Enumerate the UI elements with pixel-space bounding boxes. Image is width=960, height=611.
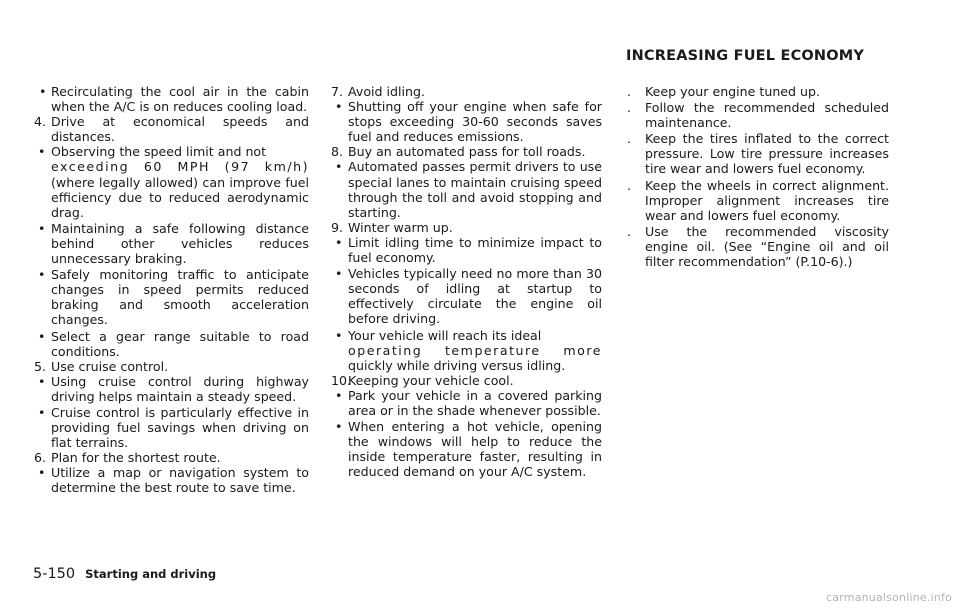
bullet-icon: •: [38, 373, 46, 389]
bullet-text: Park your vehicle in a covered parking area or in the shade whenever possible.: [348, 387, 602, 418]
list-item: [34, 374, 309, 404]
bullet-icon: •: [335, 234, 343, 250]
list-item: [624, 100, 889, 130]
bullet-text: Automated passes permit drivers to use special lanes to maintain cruising speed through the toll and avoid stopping and starting.: [348, 159, 602, 220]
bullet-icon: •: [335, 266, 343, 282]
list-item: [34, 221, 309, 266]
item-number: 4.: [34, 114, 47, 130]
bullet-icon: •: [335, 159, 343, 175]
bullet-icon: •: [335, 327, 343, 343]
numbered-item-4: [34, 114, 309, 144]
item-text: Winter warm up.: [348, 219, 453, 235]
bullet-icon: .: [627, 131, 632, 147]
item-text: Use cruise control.: [51, 358, 169, 374]
item-number: 7.: [331, 84, 344, 99]
column-2: [331, 84, 602, 479]
bullet-icon: •: [38, 144, 46, 160]
bullet-icon: •: [39, 84, 47, 99]
item-text: Drive at economical speeds and distances.: [51, 114, 309, 145]
list-item: [34, 465, 309, 495]
bullet-text: Keep your engine tuned up.: [645, 84, 821, 99]
list-item: [331, 266, 602, 326]
bullet-text: Using cruise control during highway driving helps maintain a steady speed.: [51, 373, 309, 404]
bullet-icon: •: [335, 99, 343, 115]
list-item: [331, 159, 602, 219]
list-item: [624, 178, 889, 223]
item-text: Avoid idling.: [348, 84, 426, 99]
bullet-icon: •: [335, 419, 343, 435]
bullet-text: Select a gear range suitable to road conditions.: [51, 328, 309, 359]
bullet-text: quickly while driving versus idling.: [348, 357, 566, 373]
item-number: 8.: [331, 144, 344, 160]
item-text: Plan for the shortest route.: [51, 450, 221, 466]
page-footer: [33, 566, 216, 582]
bullet-text: Your vehicle will reach its ideal: [348, 327, 542, 343]
list-item: [331, 235, 602, 265]
list-item: [331, 388, 602, 418]
bullet-text: Keep the tires inflated to the correct pressure. Low tire pressure increases tire wear and lowers fuel economy.: [645, 131, 889, 177]
list-item: [624, 84, 889, 99]
numbered-item-10: [331, 373, 602, 388]
bullet-text: Shutting off your engine when safe for stops exceeding 30-60 seconds saves fuel and reduces emissions.: [348, 99, 602, 145]
bullet-icon: .: [627, 100, 632, 116]
page-number: 5-150: [33, 566, 76, 582]
bullet-text: exceeding 60 MPH (97 km/h): [51, 159, 309, 175]
bullet-icon: •: [38, 404, 46, 420]
bullet-text: Keep the wheels in correct alignment. Improper alignment increases tire wear and lowers fuel economy.: [645, 177, 889, 223]
section-heading: INCREASING FUEL ECONOMY: [626, 48, 865, 64]
numbered-item-9: [331, 220, 602, 235]
item-text: Keeping your vehicle cool.: [348, 372, 514, 388]
bullet-icon: .: [627, 177, 632, 193]
bullet-icon: •: [38, 465, 46, 481]
item-number: 5.: [34, 358, 47, 374]
list-item: [34, 84, 309, 114]
list-item: [331, 328, 602, 373]
list-item: [34, 405, 309, 450]
item-text: Buy an automated pass for toll roads.: [348, 144, 586, 160]
numbered-item-7: [331, 84, 602, 99]
watermark: carmanualsonline.info: [826, 591, 952, 604]
list-item: [331, 419, 602, 479]
bullet-text: Follow the recommended scheduled maintenance.: [645, 100, 889, 131]
bullet-icon: •: [38, 328, 46, 344]
bullet-text: (where legally allowed) can improve fuel efficiency due to reduced aerodynamic drag.: [51, 174, 309, 220]
numbered-item-5: [34, 359, 309, 374]
bullet-text: operating temperature more: [348, 342, 602, 358]
bullet-text: Cruise control is particularly effective in providing fuel savings when driving on flat terrains.: [51, 404, 309, 451]
bullet-text: Maintaining a safe following distance behind other vehicles reduces unnecessary braking.: [51, 220, 309, 267]
numbered-item-6: [34, 450, 309, 465]
bullet-text: Safely monitoring traffic to anticipate changes in speed permits reduced braking and smooth acceleration changes.: [51, 267, 309, 328]
bullet-text: When entering a hot vehicle, opening the windows will help to reduce the inside temperature faster, resulting in reduced demand on your A/C system.: [348, 419, 602, 480]
bullet-icon: •: [38, 267, 46, 283]
column-1: [34, 84, 309, 496]
list-item: [331, 99, 602, 144]
bullet-text: Use the recommended viscosity engine oil. (See “Engine oil and oil filter recommendation” (P.10-6).): [645, 223, 889, 270]
list-item: [34, 267, 309, 327]
bullet-text: Utilize a map or navigation system to determine the best route to save time.: [51, 465, 309, 496]
bullet-text: Limit idling time to minimize impact to fuel economy.: [348, 234, 602, 266]
numbered-item-8: [331, 144, 602, 159]
list-item: [624, 224, 889, 269]
item-number: 10.: [331, 372, 352, 388]
bullet-text: Observing the speed limit and not: [51, 144, 267, 160]
item-number: 9.: [331, 219, 344, 235]
item-number: 6.: [34, 450, 47, 466]
bullet-icon: •: [335, 387, 343, 403]
bullet-icon: .: [627, 223, 632, 239]
list-item: [34, 144, 309, 219]
column-3: [624, 84, 889, 269]
bullet-icon: •: [38, 220, 46, 236]
bullet-text: Vehicles typically need no more than 30 seconds of idling at startup to effectively circulate the engine oil before driving.: [348, 266, 602, 327]
bullet-text: Recirculating the cool air in the cabin when the A/C is on reduces cooling load.: [51, 84, 309, 115]
list-item: [624, 131, 889, 176]
section-title: Starting and driving: [85, 567, 217, 581]
list-item: [34, 329, 309, 359]
bullet-icon: .: [627, 84, 632, 99]
